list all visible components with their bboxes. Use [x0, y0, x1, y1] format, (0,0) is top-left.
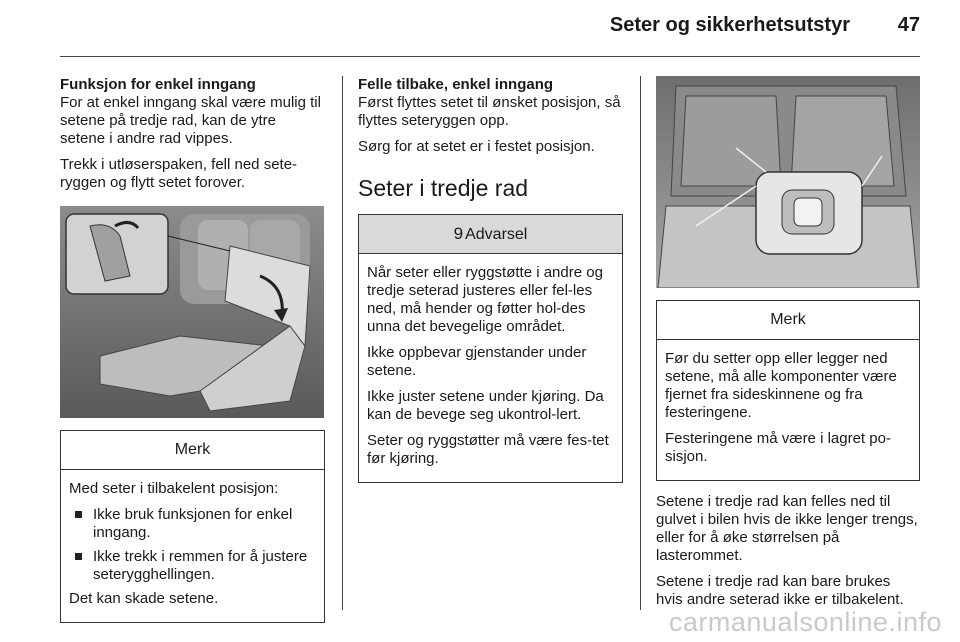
- note-paragraph: Før du setter opp eller legger ned setene, må alle komponenter være fjernet fra sideskinnene og fra festeringene.: [665, 350, 897, 421]
- note-outro: Det kan skade setene.: [69, 590, 219, 607]
- paragraph: For at enkel inngang skal være mulig til setene på tredje rad, kan de ytre setene i andre rad vippes.: [60, 94, 321, 147]
- warning-box: [358, 214, 623, 483]
- paragraph: Først flyttes setet til ønsket posisjon, så flyttes seteryggen opp.: [358, 94, 621, 129]
- column-3: [656, 76, 920, 617]
- paragraph: Setene i tredje rad kan bare brukes hvis andre seterad ikke er tilbakelent.: [656, 573, 904, 608]
- note-box: [656, 300, 920, 481]
- seat-folding-illustration: [60, 206, 324, 418]
- subheading-easy-entry: Funksjon for enkel inngang: [60, 76, 256, 93]
- column-1: [60, 76, 325, 623]
- page-number: 47: [897, 14, 920, 36]
- note-title: Merk: [657, 301, 919, 340]
- warning-paragraph: Ikke juster setene under kjøring. Da kan de bevege seg ukontrol-lert.: [367, 388, 604, 423]
- page-header-title: Seter og sikkerhetsutstyr: [609, 14, 850, 36]
- bullet-item: Ikke trekk i remmen for å justere seterygghellingen.: [75, 548, 316, 584]
- warning-icon: 9: [453, 224, 464, 243]
- bullet-item: Ikke bruk funksjonen for enkel inngang.: [75, 506, 316, 542]
- warning-paragraph: Ikke oppbevar gjenstander under setene.: [367, 344, 587, 379]
- section-heading: Seter i tredje rad: [358, 175, 529, 201]
- column-2: [358, 76, 623, 483]
- paragraph: Trekk i utløserspaken, fell ned sete-ryggen og flytt setet forover.: [60, 156, 298, 191]
- header-rule: [60, 56, 920, 57]
- note-paragraph: Festeringene må være i lagret po-sisjon.: [665, 430, 891, 465]
- warning-title-bar: [359, 215, 622, 254]
- cargo-area-illustration: [656, 76, 920, 288]
- note-title: Merk: [61, 431, 324, 470]
- warning-paragraph: Når seter eller ryggstøtte i andre og tredje seterad justeres eller fel-les ned, må hender og føtter hol-des unna det bevegelige området.: [367, 264, 603, 335]
- warning-title: Advarsel: [465, 226, 528, 243]
- subheading-fold-back: Felle tilbake, enkel inngang: [358, 76, 554, 93]
- watermark: carmanualsonline.info: [668, 607, 942, 637]
- column-divider-2: [640, 76, 641, 610]
- note-box: [60, 430, 325, 623]
- paragraph: Setene i tredje rad kan felles ned til gulvet i bilen hvis de ikke lenger trengs, eller for å øke størrelsen på lasterommet.: [656, 493, 918, 564]
- bullet-square-icon: [75, 553, 82, 560]
- warning-paragraph: Seter og ryggstøtter må være fes-tet før kjøring.: [367, 432, 609, 467]
- bullet-square-icon: [75, 511, 82, 518]
- column-divider-1: [342, 76, 343, 610]
- note-intro: Med seter i tilbakelent posisjon:: [69, 480, 279, 497]
- paragraph: Sørg for at setet er i festet posisjon.: [358, 138, 595, 155]
